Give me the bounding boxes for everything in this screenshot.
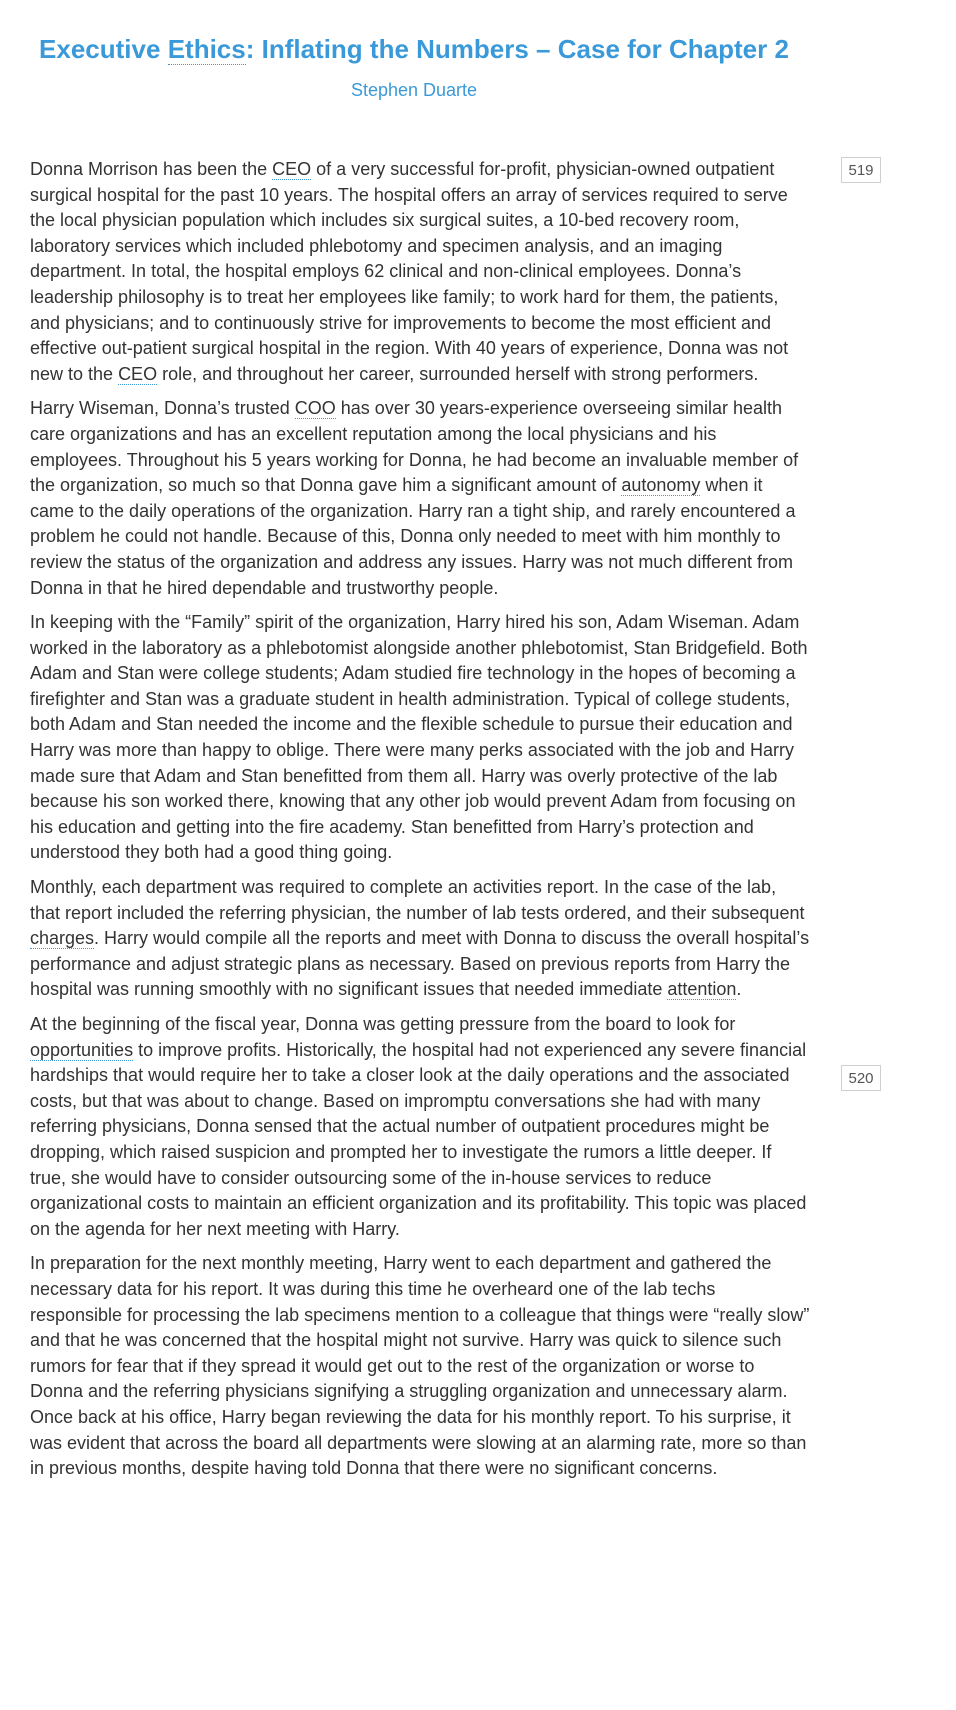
glossary-term-ceo[interactable]: CEO [272,159,312,179]
text-run: At the beginning of the fiscal year, Donna was getting pressure from the board to look for [30,1014,736,1034]
glossary-term-coo[interactable]: COO [294,398,336,419]
page-number-marker: 520 [841,1065,881,1091]
glossary-term-attention[interactable]: attention [667,979,737,1000]
case-body [30,157,810,1491]
glossary-term-ethics[interactable]: Ethics [167,34,246,64]
paragraph [30,396,810,601]
text-run: has over 30 years-experience overseeing similar health care organizations and has an excellent reputation among the local physicians and his employees. Throughout his 5 years working for Donna, he had become an invaluable member of the organization, so much so that Donna gave him a significant amount of [30,398,799,496]
text-run: of a very successful for-profit, physician-owned outpatient surgical hospital for the past 10 years. The hospital offers an array of services required to serve the local physician population which includes six surgical suites, a 10-bed recovery room, laboratory services which included phlebotomy and specimen analysis, and an imaging department. In total, the hospital employs 62 clinical and non-clinical employees. Donna’s leadership philosophy is to treat her employees like family; to work hard for them, the patients, and physicians; and to continuously strive for improvements to become the most efficient and effective out-patient surgical hospital in the region. With 40 years of experience, Donna was not new to the [30,159,789,384]
glossary-term-charges[interactable]: charges [30,928,95,949]
paragraph [30,1251,810,1481]
glossary-term-autonomy[interactable]: autonomy [621,475,701,496]
paragraph [30,1012,810,1242]
text-run: Donna Morrison has been the [30,159,273,179]
text-run: In preparation for the next monthly meeting, Harry went to each department and gathered the necessary data for his report. It was during this time he overheard one of the lab techs responsible for processing the lab specimens mention to a colleague that things were “really slow” and that he was concerned that the hospital might not survive. Harry was quick to silence such rumors for fear that if they spread it would get out to the rest of the organization or worse to Donna and the referring physicians signifying a struggling organization and unnecessary alarm. Once back at his office, Harry began reviewing the data for his monthly report. To his surprise, it was evident that across the board all departments were slowing at an alarming rate, more so than in previous months, despite having told Donna that there were no significant concerns. [30,1253,810,1479]
title-suffix: : Inflating the Numbers – Case for Chapter 2 [245,34,789,64]
text-run: when it came to the daily operations of the organization. Harry ran a tight ship, and rarely encountered a problem he could not handle. Because of this, Donna only needed to meet with him monthly to review the status of the organization and address any issues. Harry was not much different from Donna in that he hired dependable and trustworthy people. [30,475,796,598]
author-name: Stephen Duarte [350,80,478,100]
glossary-term-opportunities[interactable]: opportunities [30,1039,134,1060]
paragraph [30,610,810,866]
text-run: . Harry would compile all the reports and meet with Donna to discuss the overall hospital’s performance and adjust strategic plans as necessary. Based on previous reports from Harry the hospital was running smoothly with no significant issues that needed immediate [30,928,810,1000]
paragraph [30,157,810,387]
text-run: role, and throughout her career, surrounded herself with strong performers. [157,363,759,384]
document-header [0,0,828,102]
page-number-marker: 519 [841,157,881,183]
text-run: to improve profits. Historically, the hospital had not experienced any severe financial hardships that would require her to take a closer look at the daily operations and the associated costs, but that was about to change. Based on impromptu conversations she had with many referring physicians, Donna sensed that the actual number of outpatient procedures might be dropping, which raised suspicion and prompted her to investigate the rumors a little deeper. If true, she would have to consider outsourcing some of the in-house services to reduce organizational costs to maintain an efficient organization and its profitability. This topic was placed on the agenda for her next meeting with Harry. [30,1039,807,1239]
page-title [0,0,828,66]
text-run: In keeping with the “Family” spirit of the organization, Harry hired his son, Adam Wiseman. Adam worked in the laboratory as a phlebotomist alongside another phlebotomist, Stan Bridgefield. Both Adam and Stan were college students; Adam studied fire technology in the hopes of becoming a firefighter and Stan was a graduate student in health administration. Typical of college students, both Adam and Stan needed the income and the flexible schedule to pursue their education and Harry was more than happy to oblige. There were many perks associated with the job and Harry made sure that Adam and Stan benefitted from them all. Harry was overly protective of the lab because his son worked there, knowing that any other job would prevent Adam from focusing on his education and getting into the fire academy. Stan benefitted from Harry’s protection and understood they both had a good thing going. [30,612,808,863]
paragraph [30,875,810,1003]
text-run: . [736,979,742,1000]
glossary-term-ceo[interactable]: CEO [118,363,158,384]
title-prefix: Executive [39,34,168,64]
text-run: Monthly, each department was required to complete an activities report. In the case of the lab, that report included the referring physician, the number of lab tests ordered, and their subsequent [30,877,805,923]
text-run: Harry Wiseman, Donna’s trusted [30,398,295,419]
